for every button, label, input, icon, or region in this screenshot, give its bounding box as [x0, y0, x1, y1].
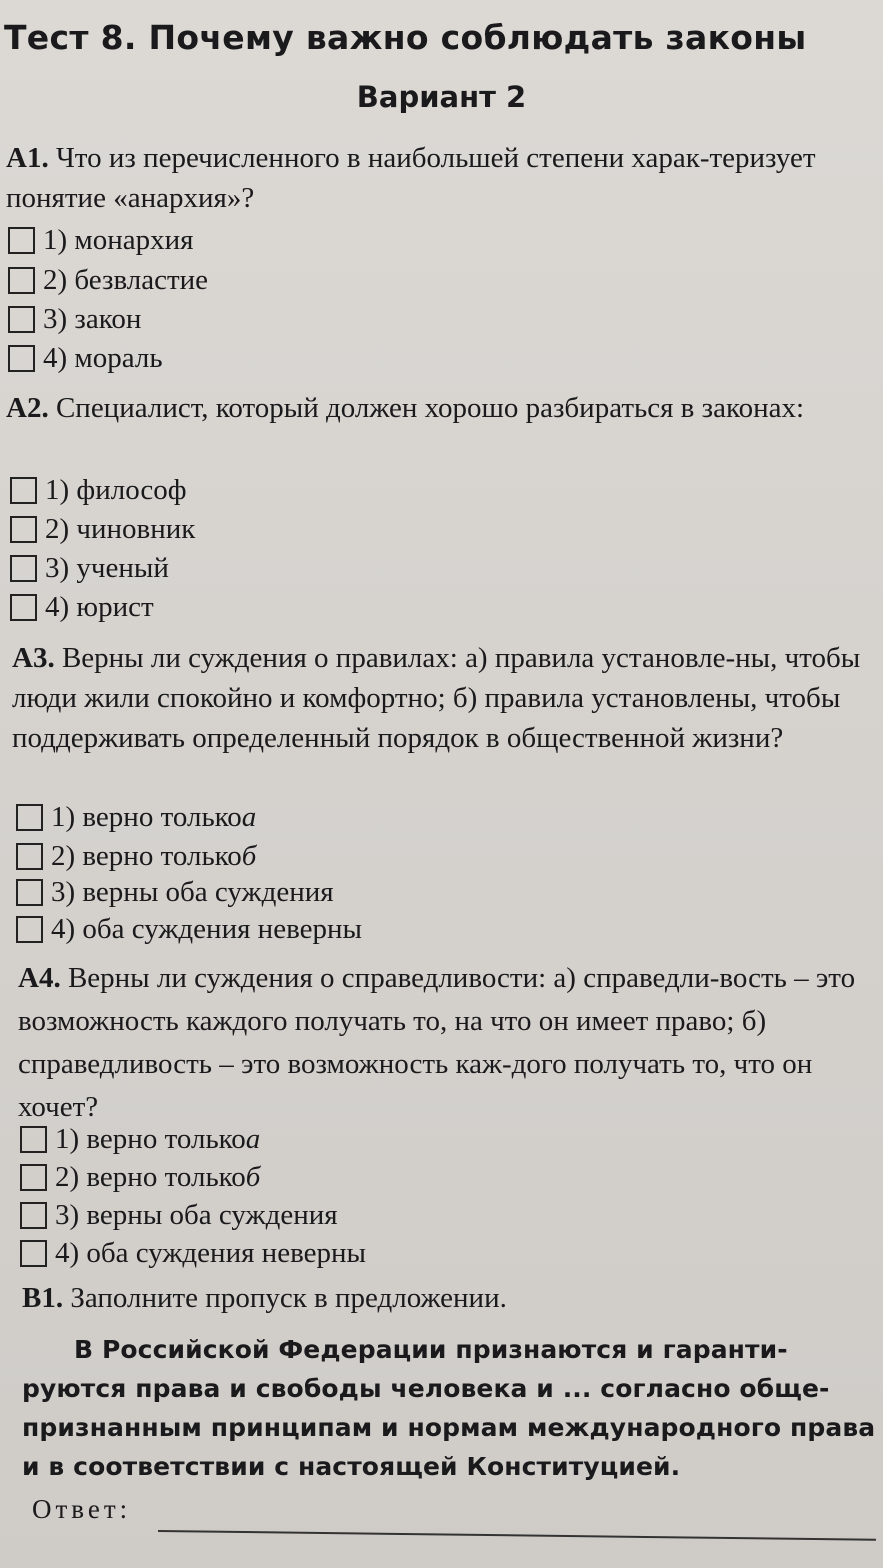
option-a2-4[interactable] — [10, 589, 154, 625]
option-a4-4[interactable] — [20, 1235, 366, 1271]
option-a1-4[interactable] — [8, 340, 163, 376]
question-a1 — [6, 138, 876, 218]
option-label: 4) оба суждения неверны — [55, 1237, 366, 1269]
option-label: 3) ученый — [45, 552, 169, 584]
question-b1 — [22, 1282, 507, 1315]
variant-heading: Вариант 2 — [356, 80, 527, 114]
answer-label: Ответ: — [32, 1494, 132, 1524]
option-label: 1) монархия — [43, 224, 194, 256]
option-label: 3) верны оба суждения — [51, 876, 334, 908]
answer-checkbox[interactable] — [10, 594, 37, 621]
option-a3-2[interactable] — [16, 838, 256, 874]
answer-checkbox[interactable] — [16, 879, 43, 906]
option-label: 4) мораль — [43, 342, 163, 374]
answer-checkbox[interactable] — [10, 555, 37, 582]
question-a4 — [18, 957, 878, 1129]
answer-checkbox[interactable] — [10, 477, 37, 504]
answer-checkbox[interactable] — [8, 227, 35, 254]
question-text: Верны ли суждения о справедливости: а) справедли-вость – это возможность каждого получать то, на что он имеет право; б) справедливость – это возможность каж-дого получать то, что он хочет? — [18, 962, 856, 1123]
option-letter: а — [245, 1123, 261, 1155]
answer-checkbox[interactable] — [8, 267, 35, 294]
option-label: 4) юрист — [45, 591, 154, 623]
option-a3-1[interactable] — [16, 799, 256, 835]
question-number: А3. — [12, 642, 55, 674]
question-a3 — [12, 638, 878, 758]
option-a4-1[interactable] — [20, 1121, 260, 1157]
option-label: 2) безвластие — [43, 264, 209, 296]
option-letter: б — [241, 840, 257, 872]
question-number: В1. — [22, 1282, 64, 1314]
option-label: 2) верно только — [55, 1161, 246, 1193]
option-a2-2[interactable] — [10, 511, 195, 547]
option-a1-2[interactable] — [8, 262, 208, 298]
option-a1-1[interactable] — [8, 222, 194, 258]
answer-checkbox[interactable] — [8, 345, 35, 372]
question-number: А2. — [6, 392, 49, 424]
answer-checkbox[interactable] — [8, 306, 35, 333]
question-number: А4. — [18, 962, 61, 994]
option-a2-1[interactable] — [10, 472, 187, 508]
answer-checkbox[interactable] — [20, 1240, 47, 1267]
option-a4-2[interactable] — [20, 1159, 260, 1195]
answer-line[interactable] — [158, 1530, 876, 1541]
option-label: 1) философ — [45, 474, 187, 506]
option-label: 1) верно только — [51, 801, 242, 833]
answer-checkbox[interactable] — [16, 916, 43, 943]
option-label: 2) чиновник — [45, 513, 196, 545]
option-a4-3[interactable] — [20, 1197, 338, 1233]
option-label: 1) верно только — [55, 1123, 246, 1155]
option-a1-3[interactable] — [8, 301, 141, 337]
question-a2 — [6, 388, 876, 428]
option-label: 2) верно только — [51, 840, 242, 872]
option-label: 3) верны оба суждения — [55, 1199, 338, 1231]
page-title: Тест 8. Почему важно соблюдать законы — [4, 18, 807, 57]
option-label: 3) закон — [43, 303, 142, 335]
option-a3-3[interactable] — [16, 874, 334, 910]
answer-checkbox[interactable] — [16, 843, 43, 870]
option-a3-4[interactable] — [16, 911, 362, 947]
answer-checkbox[interactable] — [10, 516, 37, 543]
answer-checkbox[interactable] — [20, 1202, 47, 1229]
answer-checkbox[interactable] — [20, 1164, 47, 1191]
option-a2-3[interactable] — [10, 550, 169, 586]
question-number: А1. — [6, 142, 49, 174]
question-text: Верны ли суждения о правилах: а) правила установле-ны, чтобы люди жили спокойно и комфортно; б) правила установлены, чтобы поддерживать определенный порядок в общественной жизни? — [12, 642, 861, 754]
question-instruction: Заполните пропуск в предложении. — [70, 1282, 507, 1314]
fill-in-sentence: В Российской Федерации признаются и гаранти-руются права и свободы человека и ... согласно обще-признанным принципам и нормам международного права и в соответствии с настоящей Конституцией. — [22, 1335, 876, 1481]
question-text: Специалист, который должен хорошо разбираться в законах: — [55, 392, 805, 424]
option-label: 4) оба суждения неверны — [51, 913, 362, 945]
option-letter: а — [241, 801, 257, 833]
option-letter: б — [245, 1161, 261, 1193]
question-text: Что из перечисленного в наибольшей степени харак-теризует понятие «анархия»? — [6, 142, 816, 214]
answer-checkbox[interactable] — [16, 804, 43, 831]
answer-checkbox[interactable] — [20, 1126, 47, 1153]
